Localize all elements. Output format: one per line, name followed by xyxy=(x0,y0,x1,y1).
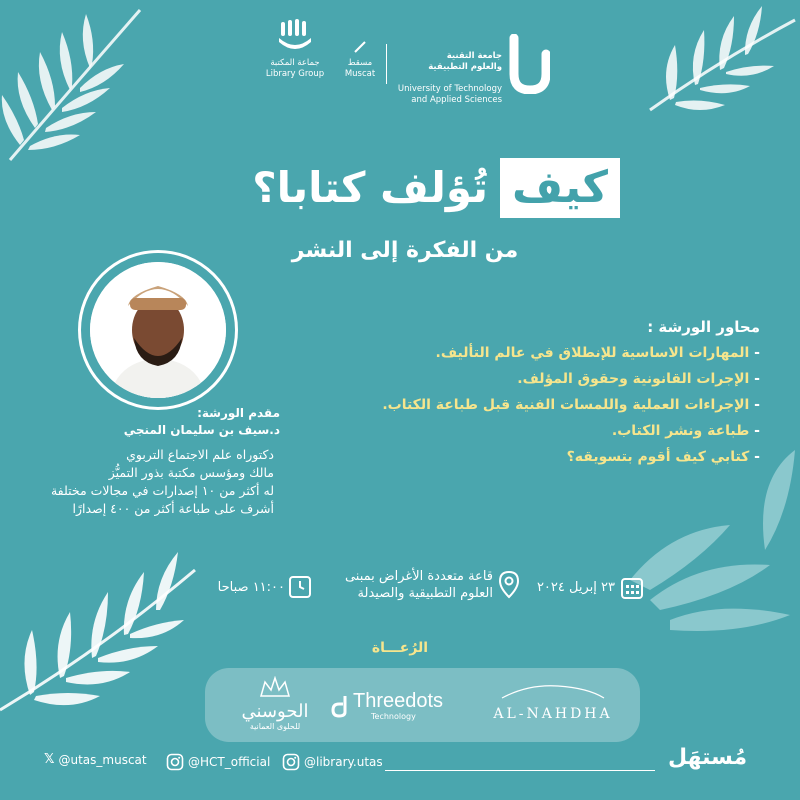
bio-line: مالك ومؤسس مكتبة بذور التميُّز xyxy=(108,465,274,480)
mustahal-logo: مُستهَل xyxy=(668,745,748,770)
location-line1: قاعة متعددة الأغراض بمبنى xyxy=(344,569,493,584)
clock-icon xyxy=(288,575,312,599)
social-instagram-library[interactable] xyxy=(282,753,383,771)
instagram-icon xyxy=(166,753,184,771)
muscat-mark-icon xyxy=(353,40,367,54)
bio-line: أشرف على طباعة أكثر من ٤٠٠ إصدارًا xyxy=(72,501,274,516)
footer-divider xyxy=(385,770,655,771)
bio-line: دكتوراه علم الاجتماع التربوي xyxy=(126,447,274,462)
presenter xyxy=(40,405,280,439)
calendar-icon xyxy=(620,576,644,600)
presenter-label: مقدم الورشة: xyxy=(197,406,280,420)
library-icon xyxy=(275,18,315,54)
axes-title: محاور الورشة : xyxy=(647,318,760,336)
alhawsani-name: الحوسني xyxy=(241,701,309,722)
presenter-bio xyxy=(14,446,274,518)
axis-item-text: الإجراءات العملية واللمسات الفنية قبل طباعة الكتاب. xyxy=(382,397,750,413)
instagram-library-handle: @library.utas xyxy=(304,755,383,769)
library-ar: جماعة المكتبة xyxy=(270,58,320,68)
threedots-logo-icon xyxy=(331,694,349,718)
utas-logo-icon xyxy=(508,34,550,94)
utas-logo-text xyxy=(392,40,502,117)
palm-leaf-top-right xyxy=(640,0,800,130)
axis-item: - المهارات الاساسية للإنطلاق في عالم التأليف. xyxy=(435,345,760,361)
sponsor-alhawsani xyxy=(225,676,325,731)
muscat-en: Muscat xyxy=(344,69,376,79)
presenter-photo xyxy=(90,262,226,398)
title-highlight: كيف xyxy=(500,158,620,218)
presenter-portrait-icon xyxy=(90,262,226,398)
workshop-axes xyxy=(300,318,760,470)
subtitle: من الفكرة إلى النشر xyxy=(291,238,519,263)
library-en: Library Group xyxy=(265,69,325,79)
car-outline-icon xyxy=(498,682,608,702)
muscat-logo xyxy=(340,40,380,80)
axis-item: - كتابي كيف أقوم بتسويقه؟ xyxy=(566,449,760,465)
sponsor-alnahdha xyxy=(483,682,623,722)
presenter-name: د.سيف بن سليمان المنجي xyxy=(123,423,280,437)
event-time: ١١:٠٠ صباحا xyxy=(217,580,285,595)
palm-leaf-top-left xyxy=(0,0,150,170)
social-twitter[interactable] xyxy=(44,753,147,767)
axis-item-text: كتابي كيف أقوم بتسويقه؟ xyxy=(566,449,750,465)
palm-leaf-bottom-left xyxy=(0,530,200,720)
sponsors-label: الرُعـــاة xyxy=(371,640,429,656)
axis-item: - طباعة ونشر الكتاب. xyxy=(611,423,760,439)
event-location xyxy=(315,568,493,602)
library-group-logo xyxy=(260,18,330,80)
header-divider xyxy=(386,44,387,84)
muscat-ar: مسقط xyxy=(347,58,373,68)
title xyxy=(180,158,620,228)
location-line2: العلوم التطبيقية والصيدلة xyxy=(357,586,493,601)
location-pin-icon xyxy=(496,570,522,600)
title-rest: تُؤلف كتابا؟ xyxy=(252,163,488,212)
bio-line: له أكثر من ١٠ إصدارات في مجالات مختلفة xyxy=(50,483,274,498)
utas-ar: جامعة التقنية والعلوم التطبيقية xyxy=(428,51,502,72)
instagram-icon xyxy=(282,753,300,771)
header-logos xyxy=(260,18,550,105)
event-date: ٢٣ إبريل ٢٠٢٤ xyxy=(536,580,615,595)
threedots-name: Threedots xyxy=(353,690,444,712)
axis-item-text: الإجرات القانونية وحقوق المؤلف. xyxy=(517,371,750,387)
sponsor-threedots xyxy=(331,690,471,721)
threedots-sub: Technology xyxy=(371,712,416,721)
alnahdha-name: AL-NAHDHA xyxy=(493,706,613,722)
x-twitter-icon: 𝕏 xyxy=(44,752,55,767)
axis-item: - الإجرات القانونية وحقوق المؤلف. xyxy=(517,371,760,387)
social-instagram-hct[interactable] xyxy=(166,753,270,771)
axis-item-text: طباعة ونشر الكتاب. xyxy=(611,423,750,439)
utas-en: University of Technology and Applied Sciences xyxy=(397,84,502,105)
instagram-hct-handle: @HCT_official xyxy=(188,755,271,769)
alhawsani-sub: للحلوى العمانية xyxy=(249,722,301,731)
axis-item-text: المهارات الاساسية للإنطلاق في عالم التأليف. xyxy=(435,345,750,361)
axis-item: - الإجراءات العملية واللمسات الفنية قبل طباعة الكتاب. xyxy=(382,397,760,413)
sponsor-bar xyxy=(205,668,640,742)
twitter-handle: @utas_muscat xyxy=(58,753,147,767)
alhawsani-crown-icon xyxy=(257,676,293,698)
